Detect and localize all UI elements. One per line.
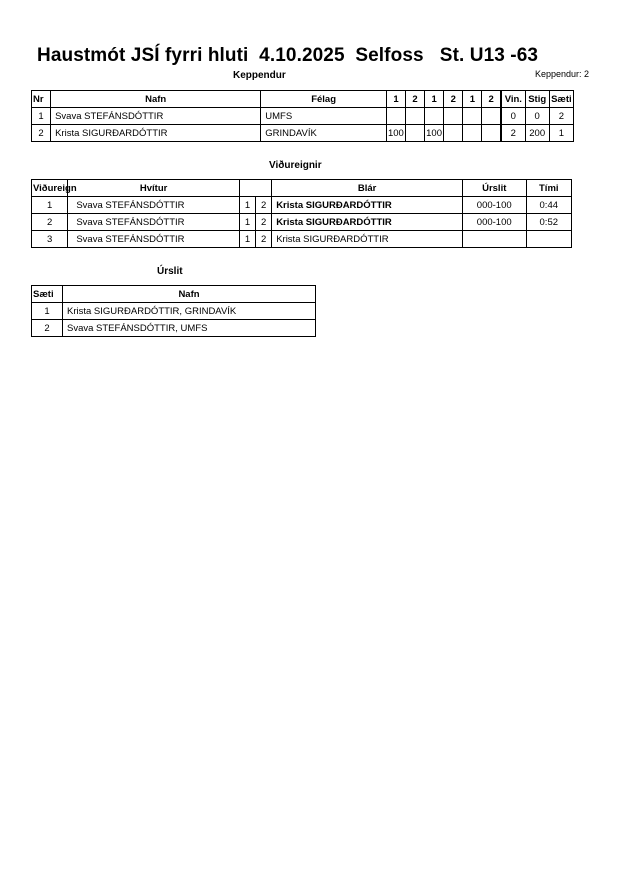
cell-saeti: 2 (32, 320, 63, 337)
table-row (32, 214, 572, 231)
col-round-1: 1 (463, 91, 482, 108)
cell-urslit: 000-100 (462, 214, 526, 231)
keppendur-header-row (32, 91, 574, 108)
col-round-2: 2 (444, 91, 463, 108)
cell-saeti: 1 (549, 125, 573, 142)
cell-blar: Krista SIGURÐARDÓTTIR (272, 214, 463, 231)
cell-nafn: Svava STEFÁNSDÓTTIR, UMFS (63, 320, 316, 337)
cell-urslit (462, 231, 526, 248)
col-hvitur: Hvítur (68, 180, 240, 197)
col-saeti: Sæti (549, 91, 573, 108)
col-round-2: 2 (482, 91, 501, 108)
col-stig: Stig (525, 91, 549, 108)
cell-s1: 1 (239, 231, 255, 248)
col-vidureign: Viðureign (32, 180, 68, 197)
cell-s2: 2 (256, 231, 272, 248)
urslit-heading: Úrslit (157, 266, 183, 277)
cell-nafn: Svava STEFÁNSDÓTTIR (51, 108, 261, 125)
urslit-table (31, 285, 316, 337)
cell-score (463, 108, 482, 125)
table-row (32, 320, 316, 337)
cell-hvitur: Svava STEFÁNSDÓTTIR (68, 197, 240, 214)
cell-hvitur: Svava STEFÁNSDÓTTIR (68, 231, 240, 248)
cell-score (444, 108, 463, 125)
cell-stig: 200 (525, 125, 549, 142)
cell-score: 100 (425, 125, 444, 142)
keppendur-heading: Keppendur (233, 70, 286, 81)
urslit-header-row (32, 286, 316, 303)
vidureignir-table (31, 179, 572, 248)
cell-score (406, 125, 425, 142)
table-row (32, 303, 316, 320)
col-vin: Vin. (501, 91, 525, 108)
col-shido (239, 180, 271, 197)
page-title: Haustmót JSÍ fyrri hluti 4.10.2025 Selfoss St. U13 -63 (37, 45, 539, 66)
cell-score (425, 108, 444, 125)
col-round-2: 2 (406, 91, 425, 108)
cell-vin: 2 (501, 125, 525, 142)
cell-saeti: 1 (32, 303, 63, 320)
vidureignir-header-row (32, 180, 572, 197)
competitor-count: Keppendur: 2 (535, 69, 590, 79)
cell-nr: 2 (32, 125, 51, 142)
cell-s2: 2 (256, 197, 272, 214)
cell-score (482, 108, 501, 125)
cell-s1: 1 (239, 197, 255, 214)
cell-s1: 1 (239, 214, 255, 231)
col-round-1: 1 (386, 91, 405, 108)
table-row (32, 197, 572, 214)
cell-timi: 0:52 (526, 214, 571, 231)
cell-nr: 1 (32, 197, 68, 214)
cell-score: 100 (386, 125, 405, 142)
cell-score (406, 108, 425, 125)
cell-score (444, 125, 463, 142)
table-row (32, 231, 572, 248)
col-round-1: 1 (425, 91, 444, 108)
cell-nafn: Krista SIGURÐARDÓTTIR, GRINDAVÍK (63, 303, 316, 320)
cell-nr: 2 (32, 214, 68, 231)
cell-nr: 3 (32, 231, 68, 248)
cell-nr: 1 (32, 108, 51, 125)
col-timi: Tími (526, 180, 571, 197)
cell-score (482, 125, 501, 142)
cell-saeti: 2 (549, 108, 573, 125)
cell-urslit: 000-100 (462, 197, 526, 214)
cell-blar: Krista SIGURÐARDÓTTIR (272, 231, 463, 248)
cell-blar: Krista SIGURÐARDÓTTIR (272, 197, 463, 214)
cell-stig: 0 (525, 108, 549, 125)
col-nr: Nr (32, 91, 51, 108)
col-blar: Blár (272, 180, 463, 197)
col-felag: Félag (261, 91, 387, 108)
cell-timi: 0:44 (526, 197, 571, 214)
cell-hvitur: Svava STEFÁNSDÓTTIR (68, 214, 240, 231)
cell-vin: 0 (501, 108, 525, 125)
cell-felag: GRINDAVÍK (261, 125, 387, 142)
cell-timi (526, 231, 571, 248)
col-nafn: Nafn (63, 286, 316, 303)
table-row (32, 125, 574, 142)
table-row (32, 108, 574, 125)
col-urslit: Úrslit (462, 180, 526, 197)
col-nafn: Nafn (51, 91, 261, 108)
cell-score (463, 125, 482, 142)
col-saeti: Sæti (32, 286, 63, 303)
keppendur-table (31, 90, 574, 142)
cell-score (386, 108, 405, 125)
cell-s2: 2 (256, 214, 272, 231)
cell-felag: UMFS (261, 108, 387, 125)
vidureignir-heading: Viðureignir (269, 160, 322, 171)
cell-nafn: Krista SIGURÐARDÓTTIR (51, 125, 261, 142)
